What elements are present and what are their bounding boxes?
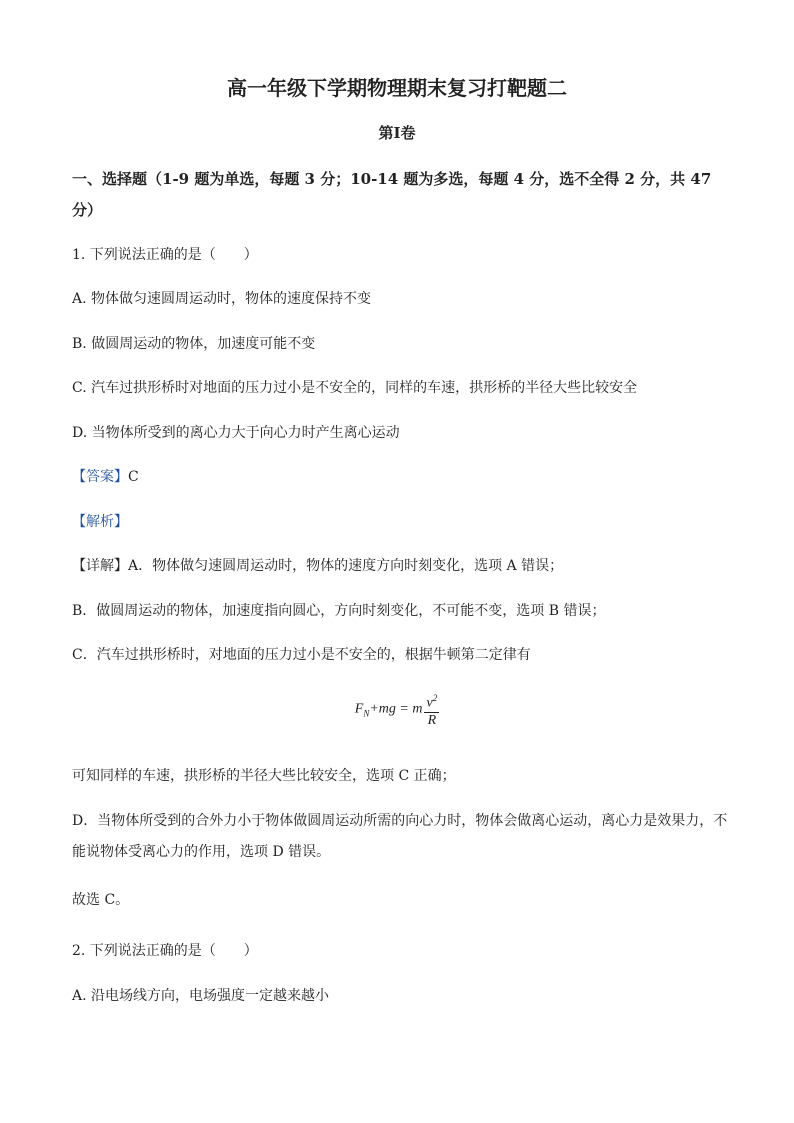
detail-tag: 【详解】 (72, 558, 128, 574)
question-1-option-a: A. 物体做匀速圆周运动时，物体的速度保持不变 (72, 291, 372, 307)
formula (0, 690, 794, 729)
formula-f-sub: N (363, 708, 370, 719)
answer-value: C (128, 469, 139, 485)
answer-tag: 【答案】 (72, 469, 128, 485)
formula-denominator: R (427, 712, 437, 728)
detail-a-line (72, 555, 563, 575)
question-1-option-c: C. 汽车过拱形桥时对地面的压力过小是不安全的，同样的车速，拱形桥的半径大些比较安全 (72, 380, 638, 396)
detail-c: C．汽车过拱形桥时，对地面的压力过小是不安全的，根据牛顿第二定律有 (72, 647, 531, 663)
page-title: 高一年级下学期物理期末复习打靶题二 (227, 76, 567, 100)
volume-heading: 第I卷 (378, 124, 416, 142)
formula-num-var: v (426, 695, 433, 711)
formula-numerator (424, 690, 439, 713)
question-1-option-d: D. 当物体所受到的离心力大于向心力时产生离心运动 (72, 425, 400, 441)
question-1-option-b: B. 做圆周运动的物体，加速度可能不变 (72, 336, 316, 352)
question-2-stem: 2. 下列说法正确的是（ ） (72, 943, 258, 959)
detail-c2: 可知同样的车速，拱形桥的半径大些比较安全，选项 C 正确； (72, 768, 456, 784)
detail-d1: D．当物体所受到的合外力小于物体做圆周运动所需的向心力时，物体会做离心运动，离心力是效果力，不 (72, 813, 728, 829)
formula-fraction (424, 690, 439, 729)
detail-a: A．物体做匀速圆周运动时，物体的速度方向时刻变化，选项 A 错误； (128, 558, 564, 574)
answer-line (72, 466, 139, 486)
detail-d2: 能说物体受离心力的作用，选项 D 错误。 (72, 844, 331, 860)
section-heading-line1: 一、选择题（1-9 题为单选，每题 3 分；10-14 题为多选，每题 4 分，选不全得 2 分，共 47 (72, 170, 712, 188)
analysis-tag: 【解析】 (72, 514, 128, 530)
formula-f: F (354, 701, 364, 717)
formula-num-sup: 2 (432, 693, 438, 703)
formula-mid: +mg = m (369, 701, 423, 717)
section-heading-line2: 分） (72, 201, 103, 219)
question-2-option-a: A. 沿电场线方向，电场强度一定越来越小 (72, 988, 330, 1004)
conclusion: 故选 C。 (72, 892, 130, 908)
question-1-stem: 1. 下列说法正确的是（ ） (72, 247, 258, 263)
detail-b: B．做圆周运动的物体，加速度指向圆心，方向时刻变化，不可能不变，选项 B 错误； (72, 603, 606, 619)
